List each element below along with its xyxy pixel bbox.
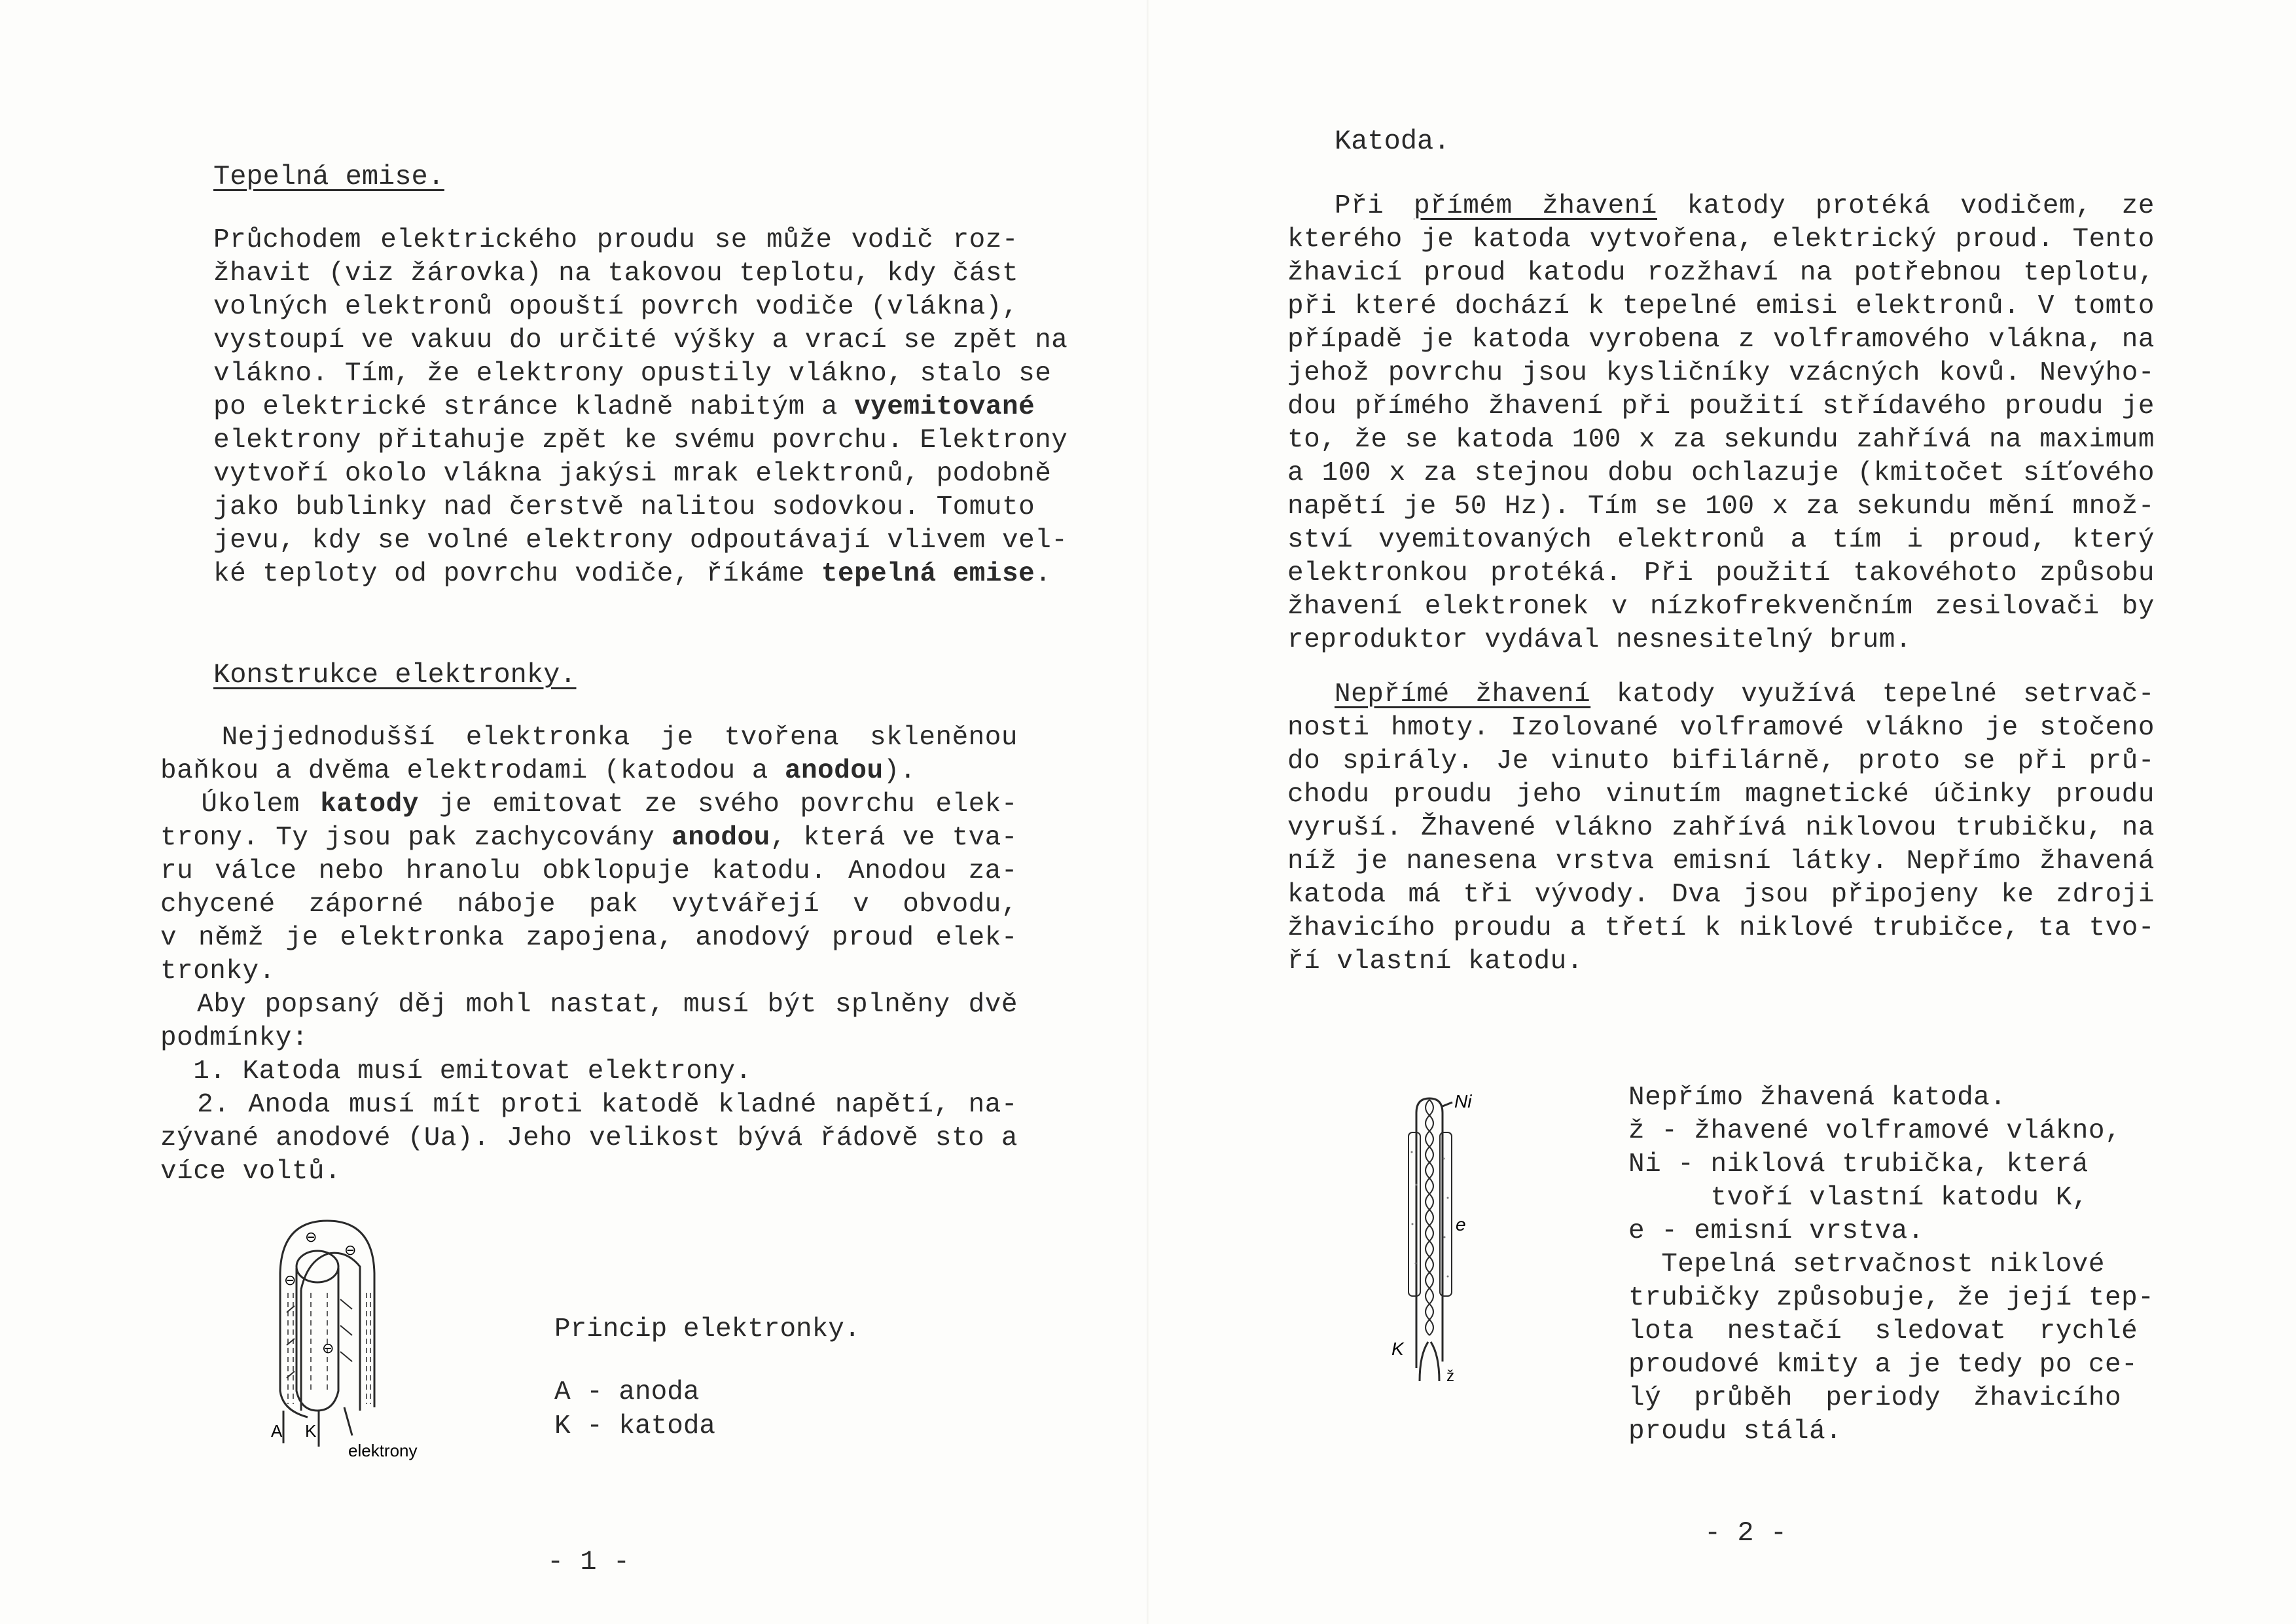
text-line: tronky.	[160, 956, 276, 986]
term-neprime-zhaveni: Nepřímé žhavení	[1335, 679, 1591, 710]
label-k: K	[305, 1421, 317, 1441]
text-line-rest: katody využívá tepelné setrvač-	[1590, 679, 2155, 710]
text-line: ří vlastní katodu.	[1287, 947, 1583, 977]
electron-symbol: ⊖	[344, 1242, 357, 1258]
paragraph-neprime-zhaveni	[1287, 678, 2155, 979]
text-line: vystoupí ve vakuu do určité výšky a vrací se zpět na	[213, 325, 1068, 355]
text-line: ru válce nebo hranolu obklopuje katodu. Anodou za-	[160, 856, 1018, 886]
text-line: Průchodem elektrického proudu se může vodič roz-	[213, 225, 1018, 255]
text-line: jehož povrchu jsou kysličníky vzácných kovů. Nevýho-	[1287, 358, 2155, 388]
figure-caption-neprimo-zhavena-katoda	[1628, 1081, 2154, 1449]
label-z: ž	[1446, 1367, 1454, 1385]
caption-line: lý průběh periody žhavicího	[1628, 1383, 2122, 1413]
caption-line: e - emisní vrstva.	[1628, 1216, 1924, 1246]
text-line: 2. Anoda musí mít proti katodě kladné napětí, na-	[160, 1090, 1018, 1120]
text-line: při které dochází k tepelné emisi elektronů. V tomto	[1287, 291, 2155, 321]
text-line: vlákno. Tím, že elektrony opustily vlákno, stalo se	[213, 359, 1052, 389]
text-line: žhavicí proud katodu rozžhaví na potřebnou teplotu,	[1287, 258, 2155, 288]
caption-line: proudové kmity a je tedy po ce-	[1628, 1350, 2138, 1380]
text-line	[1287, 678, 2155, 712]
text-line: případě je katoda vyrobena z volframového vlákna, na	[1287, 325, 2155, 355]
caption-line: ž - žhavené volframové vlákno,	[1628, 1116, 2122, 1146]
text-line: napětí je 50 Hz). Tím se 100 x za sekundu mění množ-	[1287, 492, 2155, 522]
caption-line: trubičky způsobuje, že její tep-	[1628, 1283, 2155, 1313]
electron-symbol: ⊖	[322, 1340, 334, 1356]
legend-anoda: A - anoda	[554, 1377, 700, 1407]
text-line: dou přímého žhavení při použití střídavého proudu je	[1287, 391, 2155, 422]
electron-symbol: ⊖	[284, 1272, 296, 1288]
text-line: podmínky:	[160, 1023, 308, 1053]
heading-katoda: Katoda.	[1335, 126, 1450, 157]
text-line-rest: katody protéká vodičem, ze	[1657, 191, 2155, 221]
text-line: v němž je elektronka zapojena, anodový proud elek-	[160, 923, 1018, 953]
heading-konstrukce-elektronky: Konstrukce elektronky.	[213, 659, 577, 691]
text-line: Nejjednodušší elektronka je tvořena skleněnou	[160, 723, 1018, 753]
text-line: žhavicího proudu a třetí k niklové trubičce, ta tvo-	[1287, 913, 2155, 943]
text-line: elektronkou protéká. Při použití takovéhoto způsobu	[1287, 558, 2155, 588]
text-line: vytvoří okolo vlákna jakýsi mrak elektronů, podobně	[213, 459, 1052, 489]
text-line: níž je nanesena vrstva emisní látky. Nepřímo žhavená	[1287, 846, 2155, 876]
text-line: baňkou a dvěma elektrodami (katodou a anodou).	[160, 756, 916, 786]
text-line: zývané anodové (Ua). Jeho velikost bývá řádově sto a	[160, 1123, 1018, 1153]
text-line: jako bublinky nad čerstvě nalitou sodovkou. Tomuto	[213, 492, 1035, 522]
cathode-top	[296, 1251, 338, 1282]
label-a: A	[271, 1421, 283, 1441]
emphasis: tepelná emise	[821, 559, 1035, 589]
text-line: chodu proudu jeho vinutím magnetické účinky proudu	[1287, 780, 2155, 810]
emphasis: anodou	[672, 823, 770, 853]
text-line: 1. Katoda musí emitovat elektrony.	[160, 1056, 752, 1087]
label-k: K	[1391, 1339, 1404, 1359]
text-line: katoda má tři vývody. Dva jsou připojeny ke zdroji	[1287, 880, 2155, 910]
indirect-cathode-diagram	[1390, 1093, 1521, 1394]
text-line	[1287, 190, 2155, 223]
paragraph-prime-zhaveni	[1287, 190, 2155, 657]
emphasis: anodou	[784, 756, 884, 786]
text-line: více voltů.	[160, 1157, 342, 1187]
text-line: žhavení elektronek v nízkofrekvenčním zesilovači by	[1287, 592, 2155, 622]
page-number-1: - 1 -	[547, 1546, 630, 1578]
legend-katoda: K - katoda	[554, 1411, 716, 1441]
label-e: e	[1456, 1214, 1466, 1235]
text-line: kterého je katoda vytvořena, elektrický proud. Tento	[1287, 225, 2155, 255]
text-line: chycené záporné náboje pak vytvářejí v obvodu,	[160, 890, 1018, 920]
page-2	[1148, 0, 2296, 1624]
text-line: Úkolem katody je emitovat ze svého povrchu elek-	[160, 789, 1018, 820]
lead-word: Při	[1335, 191, 1414, 221]
text-line: žhavit (viz žárovka) na takovou teplotu, kdy část	[213, 259, 1019, 289]
label-elektrony: elektrony	[348, 1441, 418, 1460]
text-line: ství vyemitovaných elektronů a tím i proud, který	[1287, 525, 2155, 555]
caption-line: Nepřímo žhavená katoda.	[1628, 1083, 2007, 1113]
text-line: ké teploty od povrchu vodiče, říkáme tepelná emise.	[213, 559, 1052, 589]
text-line: trony. Ty jsou pak zachycovány anodou, která ve tva-	[160, 823, 1018, 853]
term-prime-zhaveni: přímém žhavení	[1413, 191, 1657, 221]
text-line: volných elektronů opouští povrch vodiče (vlákna),	[213, 292, 1019, 322]
text-line: do spirály. Je vinuto bifilárně, proto se při prů-	[1287, 746, 2155, 776]
figure-caption-princip: Princip elektronky.	[554, 1314, 861, 1344]
text-line: elektrony přitahuje zpět ke svému povrchu. Elektrony	[213, 425, 1068, 456]
text-line: nosti hmoty. Izolované volframové vlákno je stočeno	[1287, 713, 2155, 743]
emphasis: vyemitované	[854, 392, 1035, 422]
page-number-2: - 2 -	[1704, 1517, 1787, 1549]
text-line: vyruší. Žhavené vlákno zahřívá niklovou trubičku, na	[1287, 813, 2155, 843]
text-line: reproduktor vydával nesnesitelný brum.	[1287, 625, 1912, 655]
label-ni: Ni	[1454, 1093, 1472, 1111]
text-line: to, že se katoda 100 x za sekundu zahřívá na maximum	[1287, 425, 2155, 455]
caption-line: tvoří vlastní katodu K,	[1628, 1183, 2089, 1213]
emphasis: katody	[320, 789, 419, 820]
vacuum-tube-diagram	[262, 1214, 511, 1496]
caption-line: proudu stálá.	[1628, 1416, 1842, 1447]
text-line: po elektrické stránce kladně nabitým a vyemitované	[213, 392, 1035, 422]
electron-symbol: ⊖	[305, 1229, 317, 1245]
text-line: jevu, kdy se volné elektrony odpoutávají vlivem vel-	[213, 526, 1068, 556]
text-line: Aby popsaný děj mohl nastat, musí být splněny dvě	[160, 990, 1018, 1020]
paragraph-konstrukce	[160, 721, 1018, 1189]
paragraph-tepelna-emise	[213, 224, 1068, 591]
caption-line: Tepelná setrvačnost niklové	[1628, 1250, 2106, 1280]
heading-tepelna-emise: Tepelná emise.	[213, 161, 444, 192]
text-line: a 100 x za stejnou dobu ochlazuje (kmitočet síťového	[1287, 458, 2155, 488]
caption-line: Ni - niklová trubička, která	[1628, 1149, 2089, 1180]
caption-line: lota nestačí sledovat rychlé	[1628, 1316, 2138, 1346]
